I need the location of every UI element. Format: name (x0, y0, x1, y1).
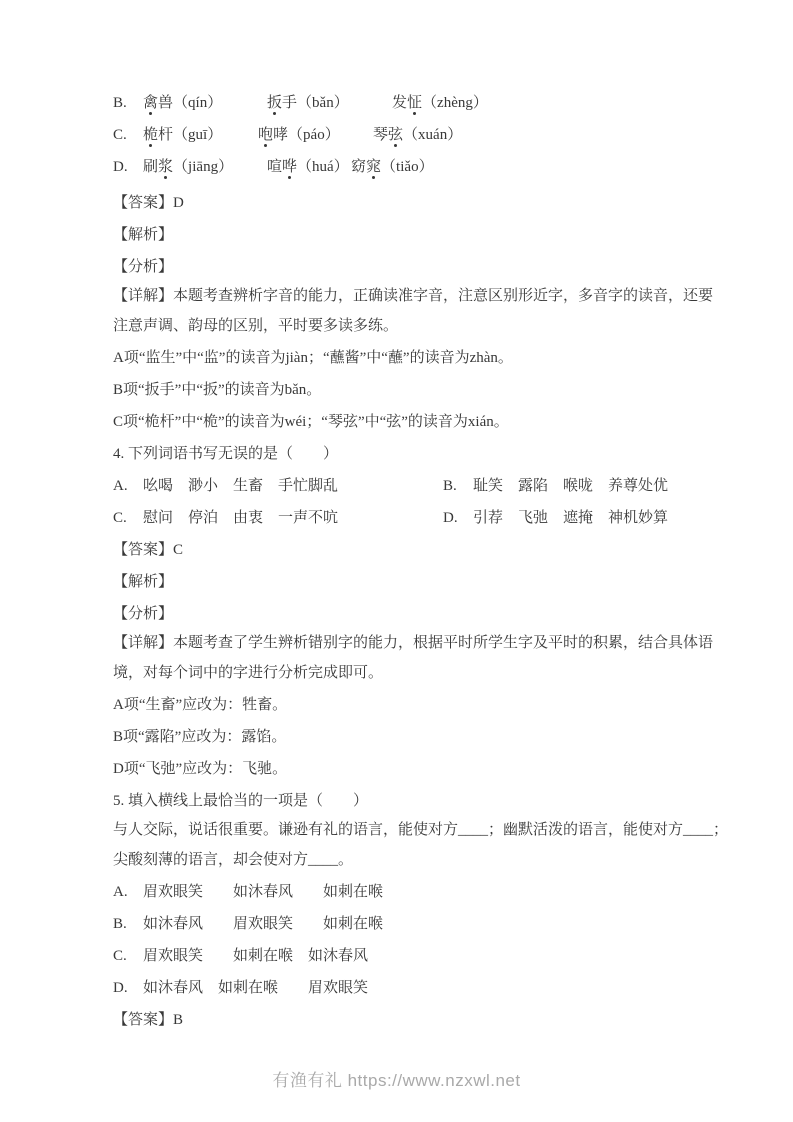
option-text: 眉欢眼笑 如刺在喉 如沐春风 (143, 948, 369, 964)
q5-option-a (113, 876, 723, 908)
q3-option-d (113, 151, 723, 183)
option-label: D. (113, 980, 128, 996)
q3-answer-line: 【答案】D (113, 195, 184, 211)
option-label: B. (113, 916, 127, 932)
q4-note-d: D项“飞弛”应改为：飞驰。 (113, 761, 288, 777)
option-text: 耻笑 露陷 喉咙 养尊处优 (473, 478, 669, 494)
q4-jiexi-label: 【解析】 (113, 574, 174, 590)
option-label: A. (113, 478, 128, 494)
q3-jiexi-label: 【解析】 (113, 227, 174, 243)
q3-detail-line-1: 【详解】本题考查辨析字音的能力，正确读准字音，注意区别形近字，多音字的读音，还要 (113, 288, 714, 304)
option-text: 如沐春风 眉欢眼笑 如刺在喉 (143, 916, 384, 932)
q3-detail-line-2: 注意声调、韵母的区别，平时要多读多练。 (113, 318, 399, 334)
q4-option-c (113, 502, 443, 534)
q4-detail-line-1: 【详解】本题考查了学生辨析错别字的能力，根据平时所学生字及平时的积累，结合具体语 (113, 635, 714, 651)
q3-fenxi-label: 【分析】 (113, 259, 174, 275)
q3-note-c: C项“桅杆”中“桅”的读音为wéi；“琴弦”中“弦”的读音为xián。 (113, 414, 509, 430)
q5-passage-line-2: 尖酸刻薄的语言，却会使对方____。 (113, 852, 354, 868)
pinyin-term: 刷浆（jiāng） (143, 151, 267, 183)
q4-option-a (113, 470, 443, 502)
option-label: C. (113, 948, 127, 964)
q5-answer-line: 【答案】B (113, 1012, 184, 1028)
pinyin-term: 窈窕（tiǎo） (351, 151, 434, 183)
footer-watermark: 有渔有礼 https://www.nzxwl.net (272, 1071, 521, 1090)
option-label: D. (113, 159, 128, 175)
q4-note-a: A项“生畜”应改为：牲畜。 (113, 697, 288, 713)
q5-title: 5. 填入横线上最恰当的一项是（ ） (113, 793, 369, 809)
option-label: C. (113, 127, 127, 143)
pinyin-term: 禽兽（qín） (143, 87, 267, 119)
option-label: A. (113, 884, 128, 900)
pinyin-term: 喧哗（huá） (267, 151, 351, 183)
q5-option-c (113, 940, 723, 972)
q4-answer-line: 【答案】C (113, 542, 184, 558)
q4-fenxi-label: 【分析】 (113, 606, 174, 622)
option-text: 引荐 飞弛 遮掩 神机妙算 (473, 510, 669, 526)
q4-options-row-1 (113, 470, 723, 502)
document-content (113, 87, 729, 1036)
option-text: 如沐春风 如刺在喉 眉欢眼笑 (143, 980, 369, 996)
option-label: B. (113, 95, 127, 111)
q5-option-d (113, 972, 723, 1004)
q4-option-d (443, 502, 668, 534)
pinyin-term: 扳手（bǎn） (267, 87, 392, 119)
option-text: 慰问 停泊 由衷 一声不吭 (143, 510, 339, 526)
q3-note-a: A项“监生”中“监”的读音为jiàn；“蘸酱”中“蘸”的读音为zhàn。 (113, 350, 513, 366)
q4-option-b (443, 470, 668, 502)
q4-title: 4. 下列词语书写无误的是（ ） (113, 446, 339, 462)
pinyin-term: 桅杆（guī） (143, 119, 258, 151)
pinyin-term: 咆哮（páo） (258, 119, 373, 151)
option-text: 吆喝 渺小 生畜 手忙脚乱 (143, 478, 339, 494)
option-label: D. (443, 510, 458, 526)
option-label: C. (113, 510, 127, 526)
option-text: 眉欢眼笑 如沐春风 如刺在喉 (143, 884, 384, 900)
q5-passage-line-1: 与人交际，说话很重要。谦逊有礼的语言，能使对方____；幽默活泼的语言，能使对方____； (113, 822, 729, 838)
q3-option-b (113, 87, 723, 119)
option-label: B. (443, 478, 457, 494)
q3-option-c (113, 119, 723, 151)
pinyin-term: 琴弦（xuán） (373, 119, 462, 151)
q5-option-b (113, 908, 723, 940)
q3-note-b: B项“扳手”中“扳”的读音为bǎn。 (113, 382, 322, 398)
q4-detail-line-2: 境，对每个词中的字进行分析完成即可。 (113, 665, 384, 681)
q4-options-row-2 (113, 502, 723, 534)
q4-note-b: B项“露陷”应改为：露馅。 (113, 729, 287, 745)
pinyin-term: 发怔（zhèng） (392, 87, 488, 119)
